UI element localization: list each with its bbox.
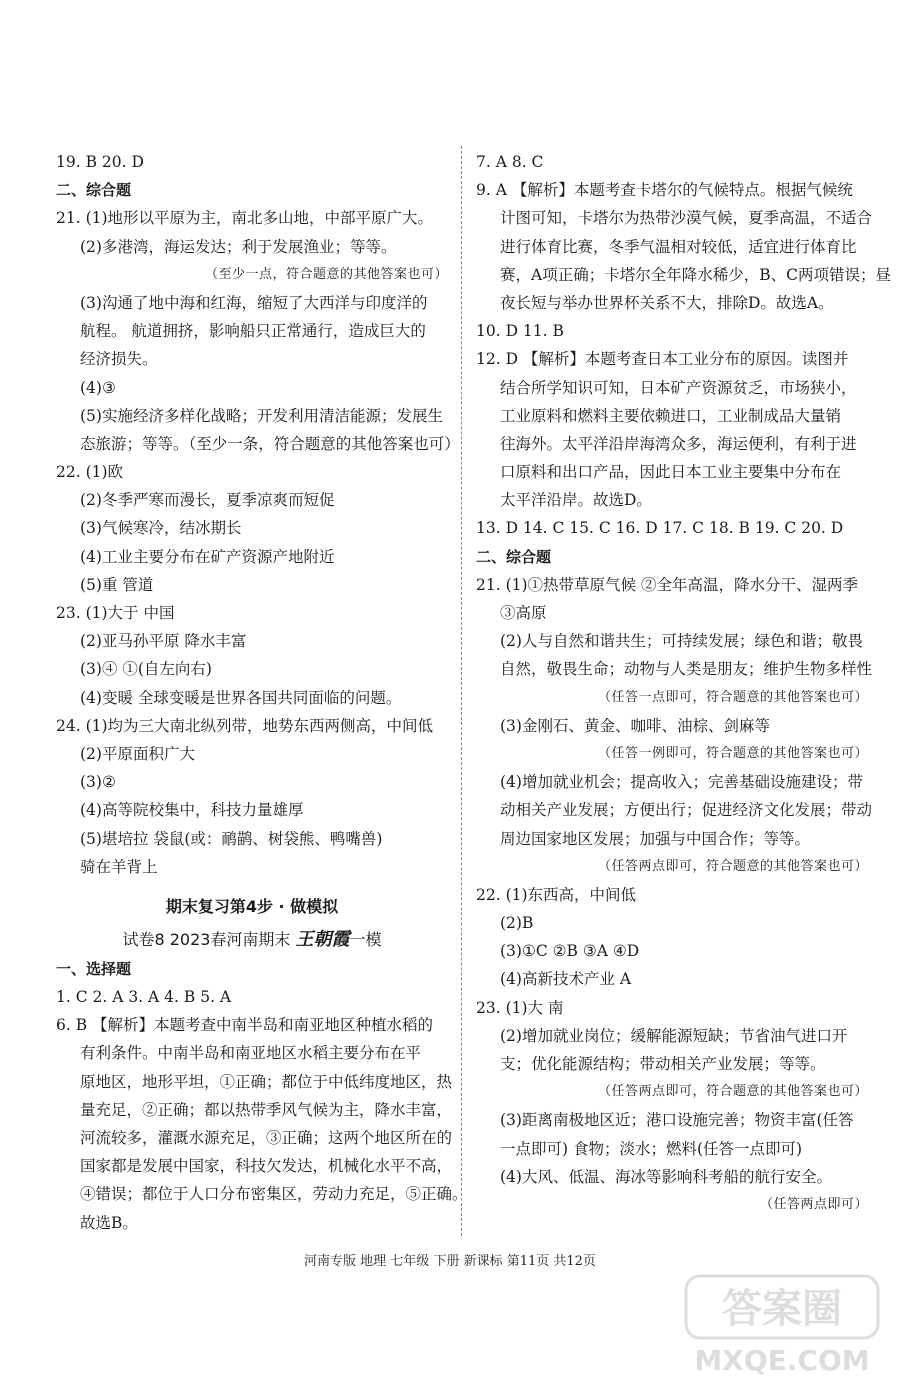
answer-line: 1. C 2. A 3. A 4. B 5. A [56,988,232,1007]
left-answer-lines-2 [56,955,468,1237]
answer-line: 往海外。太平洋沿岸海湾众多，海运便利，有利于进 [500,434,857,453]
answer-line: (3)距离南极地区近；港口设施完善；物资丰富(任答 [500,1111,854,1130]
answer-line: 工业原料和燃料主要依赖进口，工业制成品大量销 [500,406,842,425]
page-footer: 河南专版 地理 七年级 下册 新课标 第11页 共12页 [304,1254,596,1269]
answer-note: （任答一例即可，符合题意的其他答案也可） [597,745,868,761]
answer-line: (4)变暖 全球变暖是世界各国共同面临的问题。 [80,688,402,707]
answer-line: 经济损失。 [80,350,158,369]
answer-line: (4)大风、低温、海冰等影响科考船的航行安全。 [500,1167,832,1186]
answer-line: 22. (1)欧 [56,463,124,482]
answer-line: 23. (1)大 南 [476,998,564,1017]
answer-line: 23. (1)大于 中国 [56,604,175,622]
paper-name: 试卷8 2023春河南期末 [122,929,291,949]
answer-line: 6. B 【解析】本题考查中南半岛和南亚地区种植水稻的 [56,1016,434,1035]
answer-line: (5)堪培拉 袋鼠(或：鸸鹋、树袋熊、鸭嘴兽) [80,829,383,848]
answer-line: 河流较多，灌溉水源充足，③正确；这两个地区所在的 [80,1129,453,1147]
right-column [476,148,891,1219]
left-column [56,148,468,1237]
answer-line: 太平洋沿岸。故选D。 [500,491,652,510]
answer-line: (3)④ ①(自左向右) [80,660,212,679]
answer-line: (3)金刚石、黄金、咖啡、油棕、剑麻等 [500,716,770,735]
answer-line: 航程。 航道拥挤，影响船只正常通行，造成巨大的 [80,322,426,341]
answer-line: 21. (1)地形以平原为主，南北多山地，中部平原广大。 [56,209,434,228]
answer-line: (2)亚马孙平原 降水丰富 [80,632,247,651]
watermark-text-2: MXQE.COM [694,1344,870,1377]
section-heading: 二、综合题 [56,181,132,200]
answer-line: (2)平原面积广大 [80,744,195,763]
answer-line: 22. (1)东西高，中间低 [476,885,637,904]
answer-line: 9. A 【解析】本题考查卡塔尔的气候特点。根据气候统 [476,181,853,200]
paper-title [56,925,448,955]
answer-line: 7. A 8. C [476,153,544,171]
answer-line: 周边国家地区发展；加强与中国合作；等等。 [500,829,811,848]
answer-line: (4)高等院校集中，科技力量雄厚 [80,801,304,820]
answer-line: (5)重 管道 [80,575,154,594]
answer-line: (4)高新技术产业 A [500,970,632,989]
answer-line: 赛，A项正确；卡塔尔全年降水稀少，B、C两项错误；昼 [500,265,891,284]
answer-line: (2)人与自然和谐共生；可持续发展；绿色和谐；敬畏 [500,632,863,651]
answer-line: (5)实施经济多样化战略；开发利用清洁能源；发展生 [80,406,443,425]
answer-line: 自然，敬畏生命；动物与人类是朋友；维护生物多样性 [500,660,873,679]
answer-line: 10. D 11. B [476,322,564,341]
answer-line: 进行体育比赛，冬季气温相对较低，适宜进行体育比 [500,237,857,256]
answer-line: (2)多港湾，海运发达；利于发展渔业；等等。 [80,237,397,256]
paper-suffix: 一模 [349,929,382,949]
answer-line: (3)沟通了地中海和红海，缩短了大西洋与印度洋的 [80,293,428,312]
answer-note: （任答两点即可） [759,1196,868,1212]
answer-line: (3)气候寒冷，结冰期长 [80,519,242,538]
answer-line: (4)③ [80,378,116,397]
right-answer-lines [476,148,891,1219]
answer-line: (2)冬季严寒而漫长，夏季凉爽而短促 [80,491,335,510]
answer-line: 计图可知，卡塔尔为热带沙漠气候，夏季高温，不适合 [500,209,873,228]
answer-line: (3)①C ②B ③A ④D [500,942,640,961]
answer-line: 13. D 14. C 15. C 16. D 17. C 18. B 19. C 20. D [476,519,844,538]
watermark-logo [682,1270,882,1380]
answer-line: 口原料和出口产品，因此日本工业主要集中分布在 [500,463,842,482]
answer-line: (2)B [500,914,534,933]
answer-line: 结合所学知识可知，日本矿产资源贫乏，市场狭小， [500,378,857,397]
answer-line: 动相关产业发展；方便出行；促进经济文化发展；带动 [500,801,873,820]
answer-note: （任答两点即可，符合题意的其他答案也可） [597,1084,868,1100]
answer-line: 12. D 【解析】本题考查日本工业分布的原因。读图并 [476,350,849,369]
watermark-text-1: 答案圈 [722,1286,842,1332]
answer-line: 骑在羊背上 [80,857,158,876]
answer-line: 21. (1)①热带草原气候 ②全年高温，降水分干、湿两季 [476,575,858,594]
answer-note: （任答一点即可，符合题意的其他答案也可） [597,689,868,705]
answer-line: (3)② [80,773,116,792]
answer-line: 故选B。 [80,1213,138,1232]
answer-line: 量充足，②正确；都以热带季风气候为主，降水丰富， [80,1100,453,1119]
column-divider [461,146,462,1236]
left-answer-lines [56,148,460,881]
section-title: 期末复习第4步 · 做模拟 [165,896,339,916]
answer-line: 24. (1)均为三大南北纵列带，地势东西两侧高，中间低 [56,716,434,735]
answer-line: 有利条件。中南半岛和南亚地区水稻主要分布在平 [80,1044,422,1063]
answer-line: ③高原 [500,604,547,622]
answer-line: (2)增加就业岗位；缓解能源短缺；节省油气进口开 [500,1026,848,1045]
section-heading: 一、选择题 [56,959,132,978]
section-heading: 二、综合题 [476,547,552,566]
answer-note: （任答两点即可，符合题意的其他答案也可） [597,858,868,874]
answer-note: （至少一点，符合题意的其他答案也可） [204,266,448,282]
answer-line: (4)增加就业机会；提高收入；完善基础设施建设；带 [500,773,863,792]
answer-line: 原地区，地形平坦，①正确；都位于中低纬度地区，热 [80,1072,453,1091]
signature-text: 王朝霞 [295,928,350,950]
answer-line: 国家都是发展中国家，科技欠发达，机械化水平不高， [80,1157,453,1176]
answer-line: 一点即可) 食物；淡水；燃料(任答一点即可) [500,1139,803,1158]
answer-line: 19. B 20. D [56,153,144,171]
answer-line: 态旅游；等等。（至少一条，符合题意的其他答案也可） [80,434,460,453]
answer-line: 夜长短与举办世界杯关系不大，排除D。故选A。 [500,293,834,312]
answer-line: ④错误；都位于人口分布密集区，劳动力充足，⑤正确。 [80,1185,468,1204]
answer-line: 支；优化能源结构；带动相关产业发展；等等。 [500,1055,826,1073]
answer-line: (4)工业主要分布在矿产资源产地附近 [80,547,335,566]
